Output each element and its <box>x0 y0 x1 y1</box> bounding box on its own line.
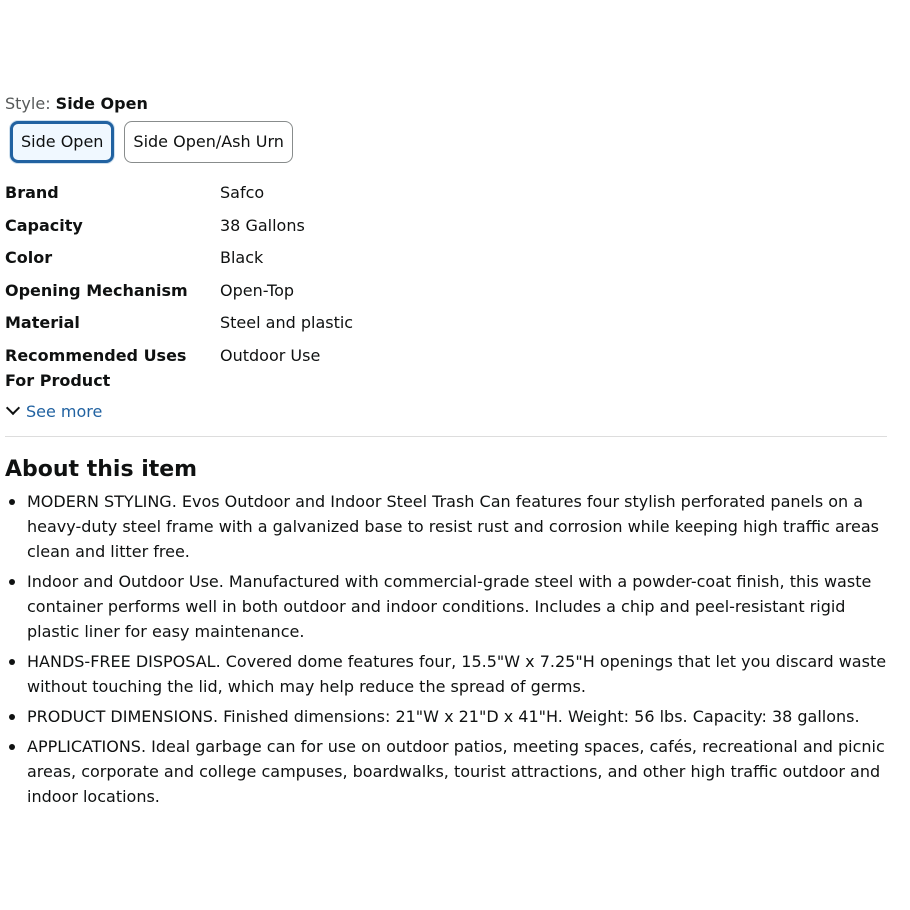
bullet-dot-icon <box>9 714 15 720</box>
bullet-dot-icon <box>9 499 15 505</box>
bullet-dot-icon <box>9 744 15 750</box>
product-detail-panel <box>5 92 887 814</box>
bullet-text: HANDS-FREE DISPOSAL. Covered dome features four, 15.5"W x 7.25"H openings that let you discard waste without touching the lid, which may help reduce the spread of germs. <box>27 652 887 696</box>
style-label: Style: <box>5 94 56 113</box>
spec-value: Open-Top <box>220 280 295 300</box>
spec-row-opening-mechanism <box>5 278 405 303</box>
spec-key: Recommended Uses For Product <box>5 345 187 390</box>
bullet-text: MODERN STYLING. Evos Outdoor and Indoor Steel Trash Can features four stylish perforated panels on a heavy-duty steel frame with a galvanized base to resist rust and corrosion while keeping high traffic areas clean and litter free. <box>27 492 879 561</box>
swatch-side-open[interactable]: Side Open <box>10 121 114 163</box>
spec-row-color <box>5 245 405 270</box>
see-more-link[interactable] <box>5 400 887 422</box>
spec-key: Color <box>5 248 53 267</box>
spec-value: Steel and plastic <box>220 313 354 332</box>
spec-row-recommended-uses <box>5 343 405 393</box>
list-item <box>5 734 887 809</box>
section-divider <box>5 436 887 437</box>
bullet-text: APPLICATIONS. Ideal garbage can for use on outdoor patios, meeting spaces, cafés, recreational and picnic areas, corporate and college campuses, boardwalks, tourist attractions, and other high traffic outdoor and indoor locations. <box>27 737 885 806</box>
product-specs-table <box>5 180 405 393</box>
bullet-dot-icon <box>9 579 15 585</box>
spec-key: Opening Mechanism <box>5 280 188 300</box>
bullet-text: Indoor and Outdoor Use. Manufactured with commercial-grade steel with a powder-coat finish, this waste container performs well in both outdoor and indoor conditions. Includes a chip and peel-resistant rigid plastic liner for easy maintenance. <box>27 572 872 641</box>
spec-value: 38 Gallons <box>220 215 305 235</box>
spec-key: Material <box>5 313 80 332</box>
about-bullets-list <box>5 489 887 809</box>
spec-key: Capacity <box>5 215 83 235</box>
bullet-dot-icon <box>9 659 15 665</box>
spec-row-brand <box>5 180 405 205</box>
style-selected-value: Side Open <box>55 94 148 113</box>
bullet-text: PRODUCT DIMENSIONS. Finished dimensions: 21"W x 21"D x 41"H. Weight: 56 lbs. Capacity: 38 gallons. <box>27 707 860 726</box>
chevron-down-icon <box>6 401 20 415</box>
spec-row-capacity <box>5 213 405 238</box>
spec-value: Safco <box>220 183 265 202</box>
about-this-item-heading: About this item <box>5 457 198 482</box>
style-selector-header <box>5 92 887 116</box>
list-item <box>5 569 887 644</box>
spec-key: Brand <box>5 183 59 202</box>
list-item <box>5 489 887 564</box>
spec-value: Black <box>220 248 264 267</box>
spec-row-material <box>5 310 405 335</box>
list-item <box>5 649 887 699</box>
see-more-label: See more <box>26 401 103 421</box>
list-item <box>5 704 887 729</box>
style-swatches <box>5 121 887 163</box>
spec-value: Outdoor Use <box>220 345 321 365</box>
swatch-side-open-ash-urn[interactable]: Side Open/Ash Urn <box>124 121 292 163</box>
